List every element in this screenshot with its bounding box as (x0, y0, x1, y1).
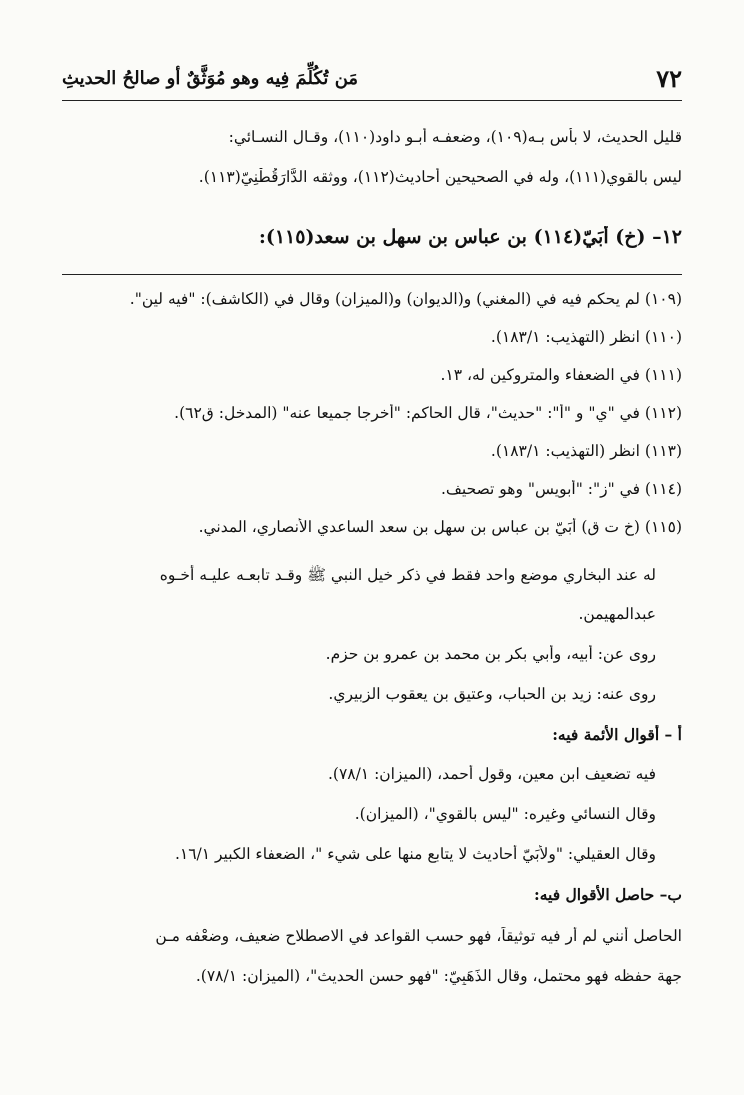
entry-heading: ١٢– (خ) أُبَيّ(١١٤) بن عباس بن سهل بن سعد(١١٥): (258, 226, 682, 248)
header-rule (62, 100, 682, 101)
footnote-separator (62, 274, 682, 275)
footnote: (١١٣) انظر (التهذيب: ١٨٣/١). (490, 442, 682, 460)
footnote: (١٠٩) لم يحكم فيه في (المغني) و(الديوان) و(الميزان) وقال في (الكاشف): "فيه لين". (129, 290, 682, 308)
section-b-line: جهة حفظه فهو محتمل، وقال الذَهَبِيّ: "فهو حسن الحديث"، (الميزان: ٧٨/١). (195, 967, 682, 985)
bio-line-2: عبدالمهيمن. (578, 605, 656, 623)
narrated-from: روى عن: أبيه، وأبي بكر بن محمد بن عمرو بن حزم. (325, 645, 656, 663)
page-number: ٧٢ (656, 63, 682, 93)
footnote: (١١١) في الضعفاء والمتروكين له، ١٣. (440, 366, 682, 384)
running-header (62, 58, 682, 98)
section-a-line: وقال العقيلي: "ولأُبَيّ أحاديث لا يتابع منها على شيء "، الضعفاء الكبير ١٦/١. (174, 845, 656, 863)
footnote: (١١٥) (خ ت ق) أُبَيّ بن عباس بن سهل بن سعد الساعدي الأنصاري، المدني. (198, 518, 682, 536)
section-b-line: الحاصل أنني لم أر فيه توثيقاً، فهو حسب القواعد في الاصطلاح ضعيف، وضعْفه مـن (155, 927, 682, 945)
body-line-1: قليل الحديث، لا بأس بـه(١٠٩)، وضعفـه أبـو داود(١١٠)، وقـال النسـائي: (228, 128, 682, 146)
footnote: (١١٢) في "ي" و "أ": "حديث"، قال الحاكم: "أخرجا جميعا عنه" (المدخل: ق٦٢). (174, 404, 682, 422)
body-line-2: ليس بالقوي(١١١)، وله في الصحيحين أحاديث(١١٢)، ووثقه الدَّارَقُطْنِيّ(١١٣). (198, 168, 682, 186)
footnote: (١١٤) في "ز": "أبويس" وهو تصحيف. (440, 480, 682, 498)
section-a-heading: أ – أقوال الأئمة فيه: (552, 725, 682, 744)
section-b-heading: ب– حاصل الأقوال فيه: (534, 885, 682, 904)
running-title: مَن تُكُلِّمَ فِيه وهو مُوَثَّقٌ أو صالحُ الحديثِ (62, 67, 359, 89)
narrated-by: روى عنه: زيد بن الحباب، وعتيق بن يعقوب الزبيري. (328, 685, 656, 703)
footnote: (١١٠) انظر (التهذيب: ١٨٣/١). (490, 328, 682, 346)
section-a-line: وقال النسائي وغيره: "ليس بالقوي"، (الميزان). (354, 805, 656, 823)
bio-line-1: له عند البخاري موضع واحد فقط في ذكر خيل النبي ﷺ وقـد تابعـه عليـه أخـوه (159, 566, 656, 584)
section-a-line: فيه تضعيف ابن معين، وقول أحمد، (الميزان: ٧٨/١). (327, 765, 656, 783)
